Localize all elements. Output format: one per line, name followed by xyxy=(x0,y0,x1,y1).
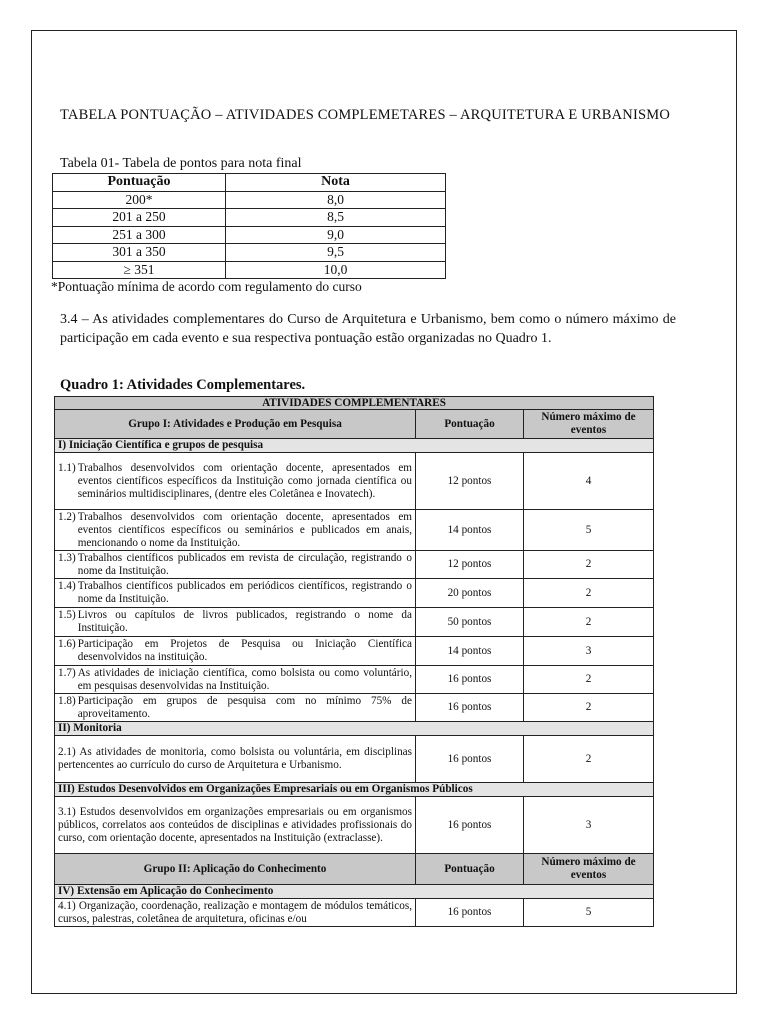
activities-main-header: ATIVIDADES COMPLEMENTARES xyxy=(55,397,654,410)
section-row xyxy=(55,783,654,797)
max-events-cell: 5 xyxy=(524,510,654,551)
item-text: Participação em grupos de pesquisa com no mínimo 75% de aproveitamento. xyxy=(77,694,412,720)
table-row xyxy=(55,608,654,637)
table-row xyxy=(53,261,446,279)
table-row xyxy=(55,637,654,666)
points-cell: 14 pontos xyxy=(416,510,524,551)
activity-description xyxy=(55,551,416,579)
score-col-header: Pontuação xyxy=(53,174,226,192)
item-number: 1.4) xyxy=(58,580,76,592)
item-text: As atividades de iniciação científica, como bolsista ou como voluntário, em pesquisas desenvolvidas na Instituição. xyxy=(77,666,412,692)
table-row xyxy=(55,736,654,783)
table-row xyxy=(53,209,446,227)
activity-description: 4.1) Organização, coordenação, realização e montagem de módulos temáticos, cursos, palestras, coletânea de arquitetura, oficinas e/ou xyxy=(55,899,416,927)
table-row xyxy=(55,694,654,722)
score-cell: 200* xyxy=(53,191,226,209)
grade-cell: 8,0 xyxy=(226,191,446,209)
points-cell: 50 pontos xyxy=(416,608,524,637)
activity-description: 3.1) Estudos desenvolvidos em organizações empresariais ou em organismos públicos, correlatos aos conteúdos de disciplinas e atividades profissionais do curso, com orientação docente, apresentados na Instituição (extraclasse). xyxy=(55,797,416,854)
max-events-cell: 3 xyxy=(524,797,654,854)
points-cell: 16 pontos xyxy=(416,694,524,722)
table-row xyxy=(55,551,654,579)
activity-description xyxy=(55,637,416,666)
activity-description xyxy=(55,666,416,694)
group1-label: Grupo I: Atividades e Produção em Pesquisa xyxy=(55,410,416,439)
item-text: Participação em Projetos de Pesquisa ou Iniciação Científica desenvolvidos na instituição. xyxy=(77,638,412,663)
max-events-cell: 3 xyxy=(524,637,654,666)
table-row xyxy=(53,244,446,262)
activity-description xyxy=(55,510,416,551)
max-events-col-header: Número máximo de eventos xyxy=(524,410,654,439)
max-events-cell: 2 xyxy=(524,608,654,637)
grade-cell: 8,5 xyxy=(226,209,446,227)
activities-table xyxy=(54,396,654,927)
table-row xyxy=(55,579,654,608)
score-cell: 301 a 350 xyxy=(53,244,226,262)
points-cell: 16 pontos xyxy=(416,899,524,927)
grade-cell: 9,5 xyxy=(226,244,446,262)
points-col-header: Pontuação xyxy=(416,854,524,885)
points-cell: 12 pontos xyxy=(416,453,524,510)
max-events-col-header: Número máximo de eventos xyxy=(524,854,654,885)
activity-description xyxy=(55,579,416,608)
score-table-header-row xyxy=(53,174,446,192)
points-col-header: Pontuação xyxy=(416,410,524,439)
max-events-cell: 2 xyxy=(524,694,654,722)
quadro-title: Quadro 1: Atividades Complementares. xyxy=(60,377,306,393)
item-number: 1.6) xyxy=(58,638,76,650)
table1-caption: Tabela 01- Tabela de pontos para nota final xyxy=(60,156,302,171)
table-row xyxy=(55,666,654,694)
score-table xyxy=(52,173,446,279)
max-events-cell: 5 xyxy=(524,899,654,927)
activity-description xyxy=(55,694,416,722)
activity-description xyxy=(55,608,416,637)
section2-label: II) Monitoria xyxy=(55,722,654,736)
activity-description: 2.1) As atividades de monitoria, como bolsista ou voluntária, em disciplinas pertencentes ao currículo do curso de Arquitetura e Urbanismo. xyxy=(55,736,416,783)
table-row xyxy=(55,899,654,927)
group2-label: Grupo II: Aplicação do Conhecimento xyxy=(55,854,416,885)
grade-cell: 9,0 xyxy=(226,226,446,244)
item-number: 1.1) xyxy=(58,461,76,474)
item-text: Trabalhos científicos publicados em revista de circulação, registrando o nome da Instituição. xyxy=(77,551,412,577)
table-row xyxy=(53,191,446,209)
item-text: Livros ou capítulos de livros publicados, registrando o nome da Instituição. xyxy=(77,609,412,634)
grade-col-header: Nota xyxy=(226,174,446,192)
points-cell: 16 pontos xyxy=(416,797,524,854)
item-text: Trabalhos desenvolvidos com orientação docente, apresentados em eventos científicos específicos da Instituição como jornada científica ou seminários multidisciplinares, (dentre eles Coletânea e Inovatech). xyxy=(77,461,412,500)
section1-label: I) Iniciação Científica e grupos de pesquisa xyxy=(55,439,654,453)
item-number: 1.5) xyxy=(58,609,76,621)
table-row xyxy=(55,453,654,510)
activity-description xyxy=(55,453,416,510)
group1-header-row xyxy=(55,410,654,439)
max-events-cell: 2 xyxy=(524,579,654,608)
item-number: 1.7) xyxy=(58,666,76,679)
table-row xyxy=(53,226,446,244)
max-events-cell: 2 xyxy=(524,736,654,783)
section4-label: IV) Extensão em Aplicação do Conhecimento xyxy=(55,885,654,899)
points-cell: 16 pontos xyxy=(416,736,524,783)
section-row xyxy=(55,722,654,736)
table-row xyxy=(55,510,654,551)
item-text: Trabalhos científicos publicados em periódicos científicos, registrando o nome da Instituição. xyxy=(77,580,412,605)
section-row xyxy=(55,885,654,899)
points-cell: 16 pontos xyxy=(416,666,524,694)
max-events-cell: 4 xyxy=(524,453,654,510)
table-row xyxy=(55,797,654,854)
section-row xyxy=(55,439,654,453)
points-cell: 12 pontos xyxy=(416,551,524,579)
item-number: 1.3) xyxy=(58,551,76,564)
activities-main-header-row xyxy=(55,397,654,410)
section3-label: III) Estudos Desenvolvidos em Organizações Empresariais ou em Organismos Públicos xyxy=(55,783,654,797)
item-number: 1.2) xyxy=(58,510,76,523)
score-cell: ≥ 351 xyxy=(53,261,226,279)
points-cell: 20 pontos xyxy=(416,579,524,608)
item-number: 1.8) xyxy=(58,694,76,707)
grade-cell: 10,0 xyxy=(226,261,446,279)
item-text: Trabalhos desenvolvidos com orientação docente, apresentados em eventos científicos específicos ou seminários e publicados em anais, mencionando o nome da Instituição. xyxy=(77,510,412,549)
score-cell: 201 a 250 xyxy=(53,209,226,227)
points-cell: 14 pontos xyxy=(416,637,524,666)
document-title: TABELA PONTUAÇÃO – ATIVIDADES COMPLEMETARES – ARQUITETURA E URBANISMO xyxy=(60,107,671,123)
max-events-cell: 2 xyxy=(524,666,654,694)
max-events-cell: 2 xyxy=(524,551,654,579)
score-cell: 251 a 300 xyxy=(53,226,226,244)
table1-footnote: *Pontuação mínima de acordo com regulamento do curso xyxy=(51,279,362,294)
group2-header-row xyxy=(55,854,654,885)
paragraph-3-4: 3.4 – As atividades complementares do Curso de Arquitetura e Urbanismo, bem como o número máximo de participação em cada evento e sua respectiva pontuação estão organizadas no Quadro 1. xyxy=(60,312,676,346)
